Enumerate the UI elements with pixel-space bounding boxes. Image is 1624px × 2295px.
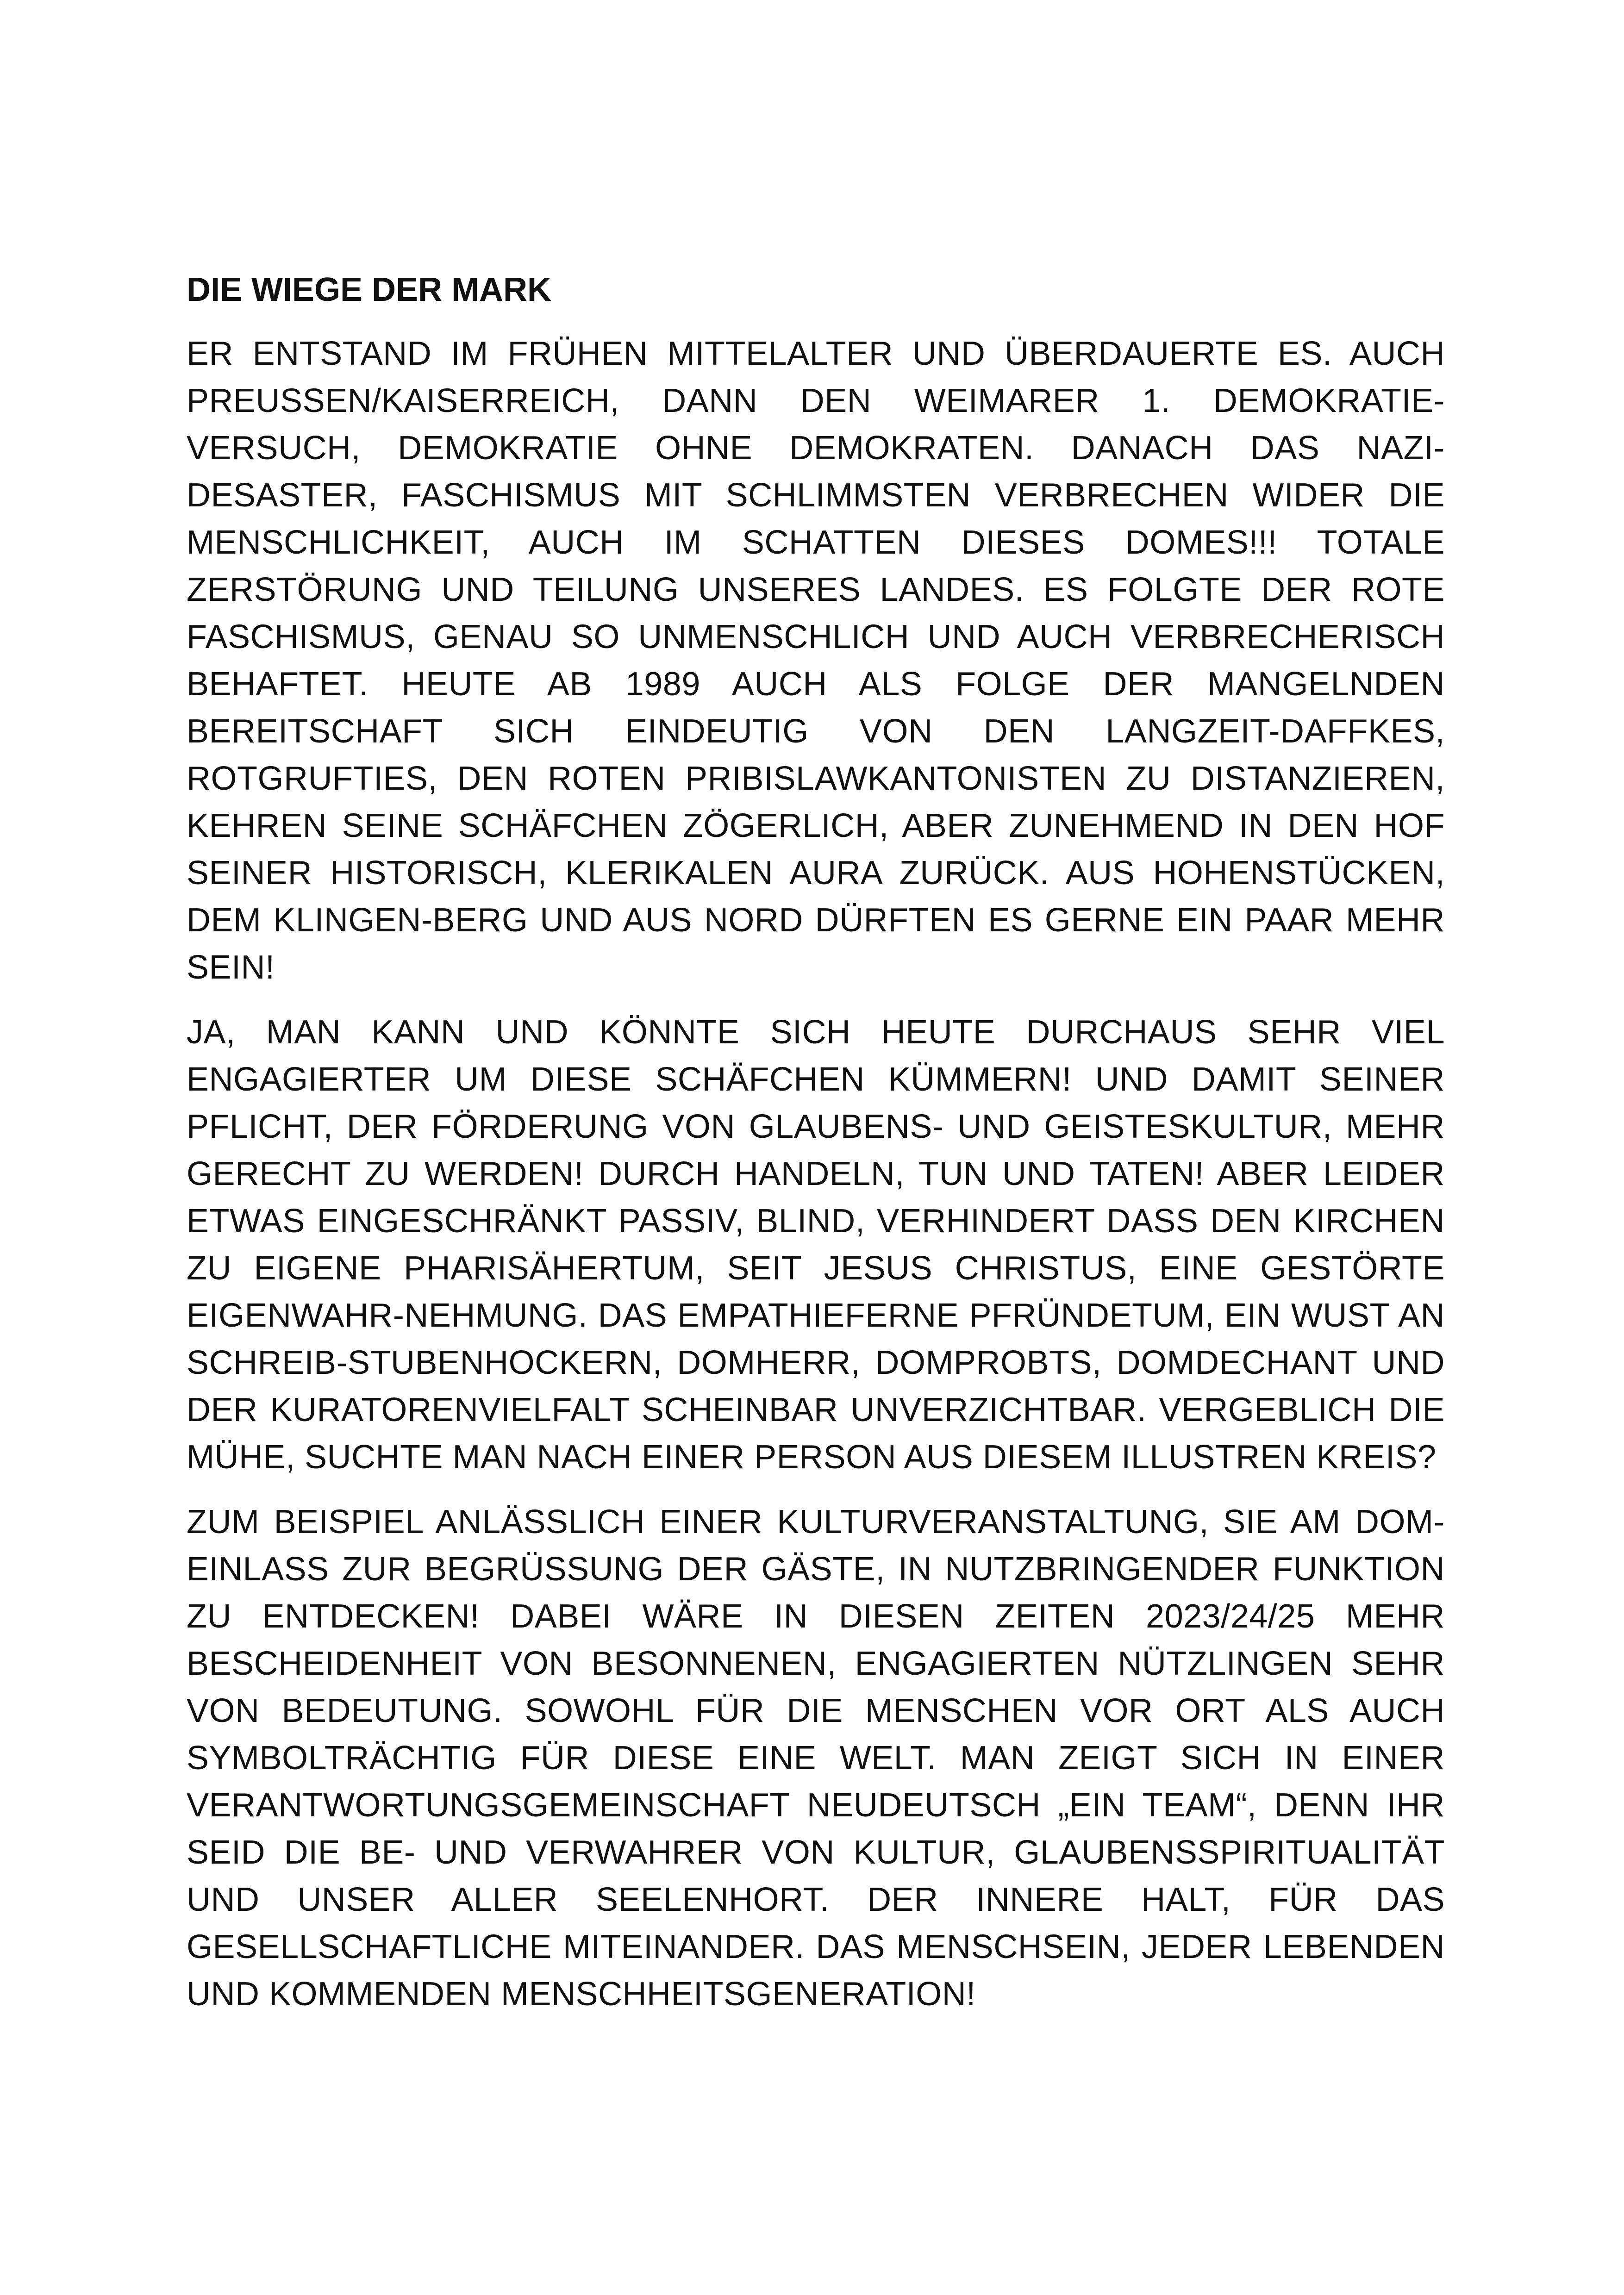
paragraph-2: JA, MAN KANN UND KÖNNTE SICH HEUTE DURCHAUS SEHR VIEL ENGAGIERTER UM DIESE SCHÄFCHEN KÜMMERN! UND DAMIT SEINER PFLICHT, DER FÖRDERUNG VON GLAUBENS- UND GEISTESKULTUR, MEHR GERECHT ZU WERDEN! DURCH HANDELN, TUN UND TATEN! ABER LEIDER ETWAS EINGESCHRÄNKT PASSIV, BLIND, VERHINDERT DASS DEN KIRCHEN ZU EIGENE PHARISÄHERTUM, SEIT JESUS CHRISTUS, EINE GESTÖRTE EIGENWAHR-NEHMUNG. DAS EMPATHIEFERNE PFRÜNDETUM, EIN WUST AN SCHREIB-STUBENHOCKERN, DOMHERR, DOMPROBTS, DOMDECHANT UND DER KURATORENVIELFALT SCHEINBAR UNVERZICHTBAR. VERGEBLICH DIE MÜHE, SUCHTE MAN NACH EINER PERSON AUS DIESEM ILLUSTREN KREIS? [187, 1014, 1445, 1476]
document-page [187, 266, 1445, 2035]
paragraph-3: ZUM BEISPIEL ANLÄSSLICH EINER KULTURVERANSTALTUNG, SIE AM DOM-EINLASS ZUR BEGRÜSSUNG DER GÄSTE, IN NUTZBRINGENDER FUNKTION ZU ENTDECKEN! DABEI WÄRE IN DIESEN ZEITEN 2023/24/25 MEHR BESCHEIDENHEIT VON BESONNENEN, ENGAGIERTEN NÜTZLINGEN SEHR VON BEDEUTUNG. SOWOHL FÜR DIE MENSCHEN VOR ORT ALS AUCH SYMBOLTRÄCHTIG FÜR DIESE EINE WELT. MAN ZEIGT SICH IN EINER VERANTWORTUNGSGEMEINSCHAFT NEUDEUTSCH „EIN TEAM“, DENN IHR SEID DIE BE- UND VERWAHRER VON KULTUR, GLAUBENSSPIRITUALITÄT UND UNSER ALLER SEELENHORT. DER INNERE HALT, FÜR DAS GESELLSCHAFTLICHE MITEINANDER. DAS MENSCHSEIN, JEDER LEBENDEN UND KOMMENDEN MENSCHHEITSGENERATION! [187, 1503, 1445, 2013]
document-title: DIE WIEGE DER MARK [187, 271, 552, 308]
paragraph-1: ER ENTSTAND IM FRÜHEN MITTELALTER UND ÜBERDAUERTE ES. AUCH PREUSSEN/KAISERREICH, DANN DEN WEIMARER 1. DEMOKRATIE-VERSUCH, DEMOKRATIE OHNE DEMOKRATEN. DANACH DAS NAZI-DESASTER, FASCHISMUS MIT SCHLIMMSTEN VERBRECHEN WIDER DIE MENSCHLICHKEIT, AUCH IM SCHATTEN DIESES DOMES!!! TOTALE ZERSTÖRUNG UND TEILUNG UNSERES LANDES. ES FOLGTE DER ROTE FASCHISMUS, GENAU SO UNMENSCHLICH UND AUCH VERBRECHERISCH BEHAFTET. HEUTE AB 1989 AUCH ALS FOLGE DER MANGELNDEN BEREITSCHAFT SICH EINDEUTIG VON DEN LANGZEIT-DAFFKES, ROTGRUFTIES, DEN ROTEN PRIBISLAWKANTONISTEN ZU DISTANZIEREN, KEHREN SEINE SCHÄFCHEN ZÖGERLICH, ABER ZUNEHMEND IN DEN HOF SEINER HISTORISCH, KLERIKALEN AURA ZURÜCK. AUS HOHENSTÜCKEN, DEM KLINGEN-BERG UND AUS NORD DÜRFTEN ES GERNE EIN PAAR MEHR SEIN! [187, 335, 1445, 986]
